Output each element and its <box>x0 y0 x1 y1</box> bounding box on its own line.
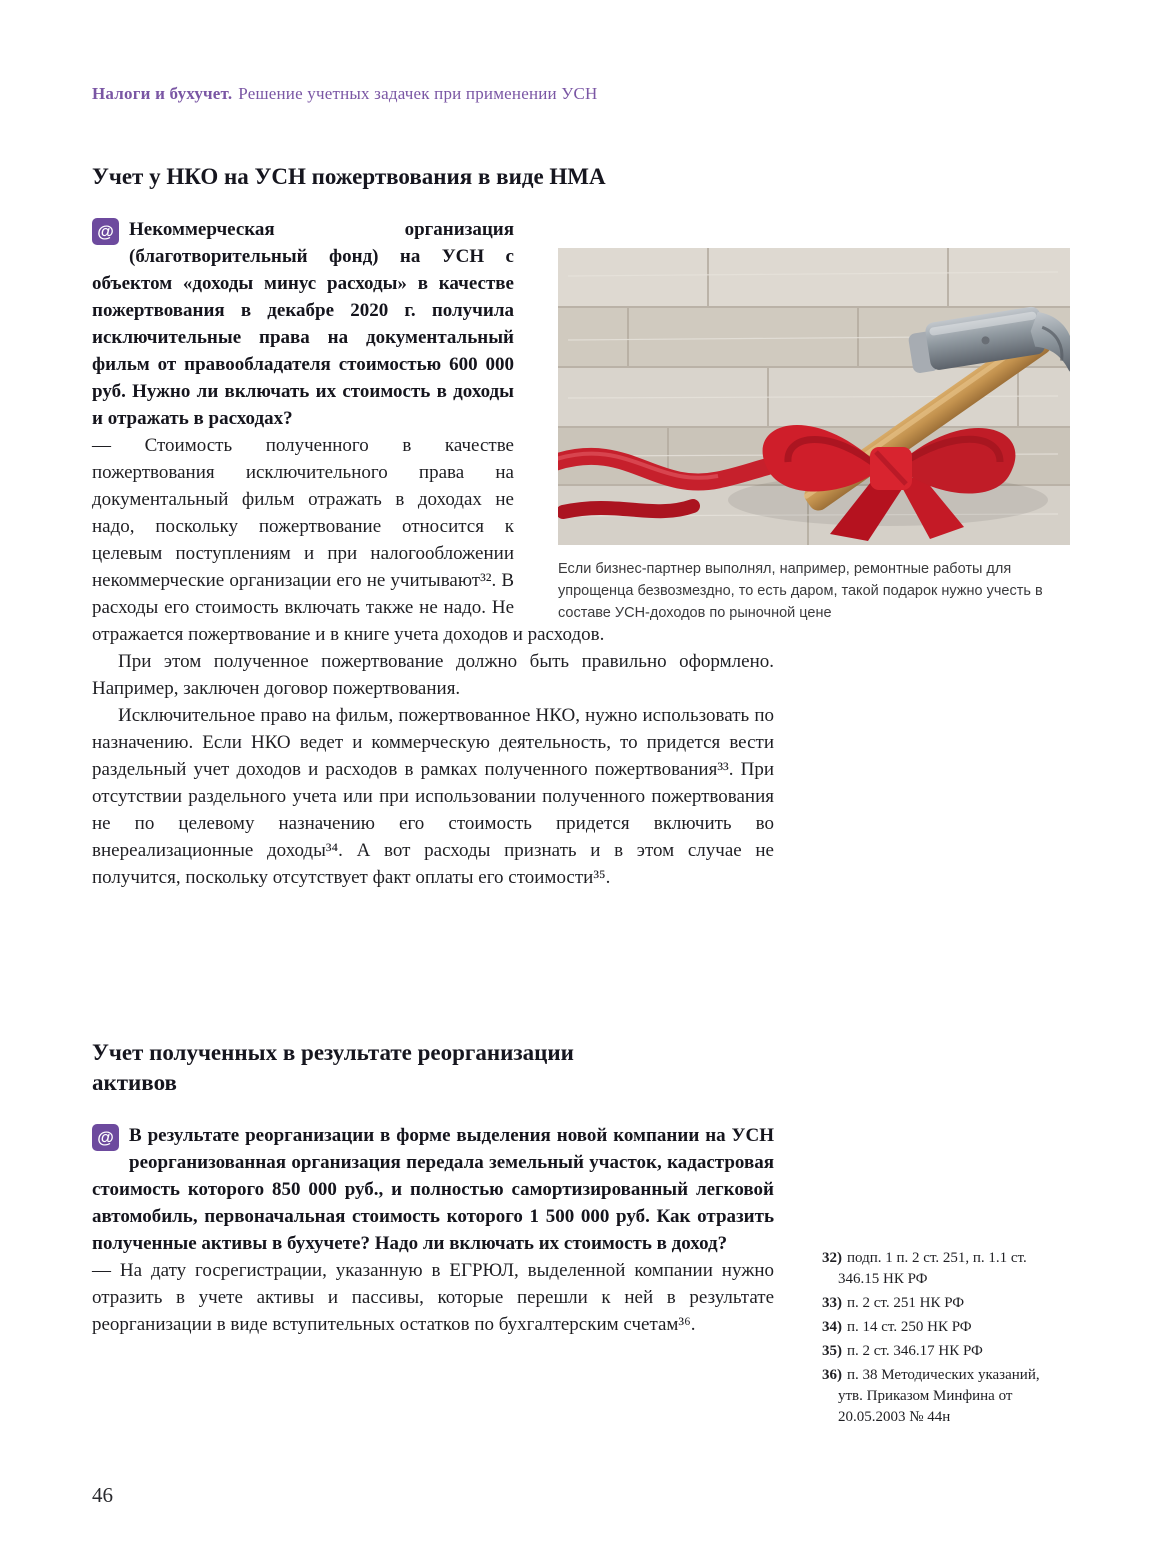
footnotes-sidebar <box>822 1248 1050 1431</box>
page-number: 46 <box>92 1483 113 1507</box>
answer-paragraph: — Стоимость полученного в качестве пожертвования исключительного права на документальный фильм отражать в доходах не надо, поскольку пожертвование относится к целевым поступлениям и при налогообложении некоммерческие организации его не учитывают³². В расходы его стоимость включать также не надо. Не отражается пожертвование и в книге учета доходов и расходов. <box>92 435 605 645</box>
footnote-item <box>822 1248 1050 1290</box>
footnote-text: п. 2 ст. 346.17 НК РФ <box>847 1343 983 1359</box>
footnote-number: 33) <box>822 1295 842 1311</box>
hammer-gift-photo <box>558 248 1070 545</box>
footnote-number: 36) <box>822 1367 842 1383</box>
at-icon: @ <box>92 1124 119 1151</box>
answer-paragraph: Исключительное право на фильм, пожертвованное НКО, нужно использовать по назначению. Если НКО ведет и коммерческую деятельность, то придется вести раздельный учет доходов и расходов в рамках полученного пожертвования³³. При отсутствии раздельного учета или при использовании полученного пожертвования не по целевому назначению его стоимость придется включить во внереализационные доходы³⁴. А вот расходы признать и в этом случае не получится, поскольку отсутствует факт оплаты его стоимости³⁵. <box>92 705 774 888</box>
section-title: Учет полученных в результате реорганизации активов <box>92 1040 574 1095</box>
at-icon: @ <box>92 218 119 245</box>
footnote-text: п. 14 ст. 250 НК РФ <box>847 1319 972 1335</box>
photo-caption: Если бизнес-партнер выполнял, например, ремонтные работы для упрощенца безвозмездно, то есть даром, такой подарок нужно учесть в составе УСН-доходов по рыночной цене <box>558 561 1043 621</box>
running-head-subtitle: Решение учетных задачек при применении УСН <box>238 84 598 103</box>
qa-block-2 <box>92 1122 774 1338</box>
footnote-text: п. 38 Методических указаний, утв. Приказом Минфина от 20.05.2003 № 44н <box>838 1367 1040 1425</box>
answer-paragraph: — На дату госрегистрации, указанную в ЕГРЮЛ, выделенной компании нужно отразить в учете активы и пассивы, которые перешли к ней в результате реорганизации в виде вступительных остатков по бухгалтерским счетам³⁶. <box>92 1260 774 1335</box>
question-text: В результате реорганизации в форме выделения новой компании на УСН реорганизованная организация передала земельный участок, кадастровая стоимость которого 850 000 руб., и полностью самортизированный легковой автомобиль, первоначальная стоимость которого 1 500 000 руб. Как отразить полученные активы в бухучете? Надо ли включать их стоимость в доход? <box>92 1125 774 1254</box>
running-head-brand: Налоги и бухучет. <box>92 84 233 103</box>
footnote-item <box>822 1365 1050 1428</box>
running-head <box>92 84 992 104</box>
section-reorganization <box>92 1038 774 1338</box>
question-text: Некоммерческая организация (благотворительный фонд) на УСН с объектом «доходы минус расходы» в качестве пожертвования в декабре 2020 г. получила исключительные права на документальный фильм от правообладателя стоимостью 600 000 руб. Нужно ли включать их стоимость в доходы и отражать в расходах? <box>92 219 514 429</box>
section-title: Учет у НКО на УСН пожертвования в виде НМА <box>92 164 606 189</box>
footnote-number: 34) <box>822 1319 842 1335</box>
footnote-number: 32) <box>822 1250 842 1266</box>
question-paragraph <box>92 1122 774 1257</box>
footnote-item <box>822 1317 1050 1338</box>
footnote-item <box>822 1341 1050 1362</box>
footnote-text: подп. 1 п. 2 ст. 251, п. 1.1 ст. 346.15 НК РФ <box>838 1250 1027 1287</box>
photo-block <box>558 248 1070 624</box>
answer-paragraph: При этом полученное пожертвование должно быть правильно оформлено. Например, заключен договор пожертвования. <box>92 651 774 699</box>
footnote-text: п. 2 ст. 251 НК РФ <box>847 1295 965 1311</box>
footnote-item <box>822 1293 1050 1314</box>
footnote-number: 35) <box>822 1343 842 1359</box>
